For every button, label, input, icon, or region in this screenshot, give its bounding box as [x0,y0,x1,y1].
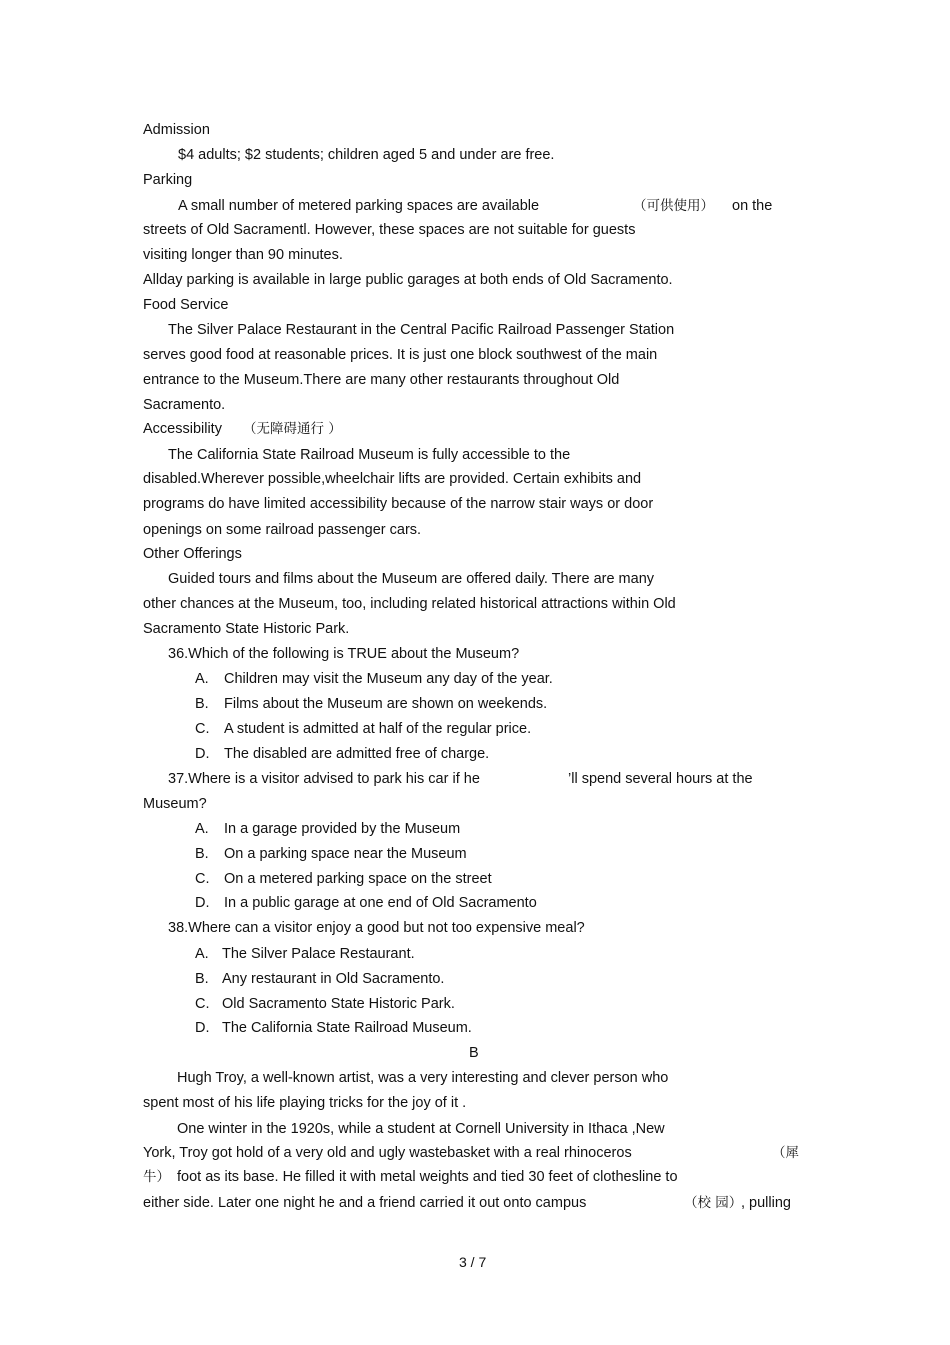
option-text: Any restaurant in Old Sacramento. [222,971,445,987]
passage-gloss: （犀 [772,1145,799,1161]
section-heading-other: Other Offerings [143,546,242,562]
question-38-stem: 38.Where can a visitor enjoy a good but not too expensive meal? [168,920,585,936]
passage-line: spent most of his life playing tricks for the joy of it . [143,1095,467,1111]
parking-line-1-end: on the [732,198,773,214]
option-letter: C. [195,721,210,737]
parking-line-2: streets of Old Sacramentl. However, these spaces are not suitable for guests [143,222,636,238]
question-36-stem: 36.Which of the following is TRUE about the Museum? [168,646,520,662]
option-letter: B. [195,971,209,987]
passage-label: B [469,1045,479,1061]
option-text: Films about the Museum are shown on weekends. [224,696,548,712]
parking-line-4: Allday parking is available in large public garages at both ends of Old Sacramento. [143,272,673,288]
passage-line: foot as its base. He filled it with metal weights and tied 30 feet of clothesline to [177,1169,678,1185]
food-line: The Silver Palace Restaurant in the Central Pacific Railroad Passenger Station [168,322,675,338]
passage-line: Hugh Troy, a well-known artist, was a very interesting and clever person who [177,1070,669,1086]
accessibility-line: openings on some railroad passenger cars. [143,522,422,538]
accessibility-line: The California State Railroad Museum is fully accessible to the [168,447,571,463]
question-37-stem: 37.Where is a visitor advised to park his car if he [168,771,480,787]
option-letter: A. [195,821,209,837]
parking-line-1: A small number of metered parking spaces are available [178,198,540,214]
option-text: Old Sacramento State Historic Park. [222,996,455,1012]
question-37-stem-cont: ’ll spend several hours at the [568,771,753,787]
page-number: 3 / 7 [459,1254,487,1270]
option-text: In a public garage at one end of Old Sacramento [224,895,537,911]
option-letter: B. [195,846,209,862]
food-line: entrance to the Museum.There are many other restaurants throughout Old [143,372,620,388]
other-line: Guided tours and films about the Museum are offered daily. There are many [168,571,655,587]
option-text: On a parking space near the Museum [224,846,467,862]
option-text: A student is admitted at half of the regular price. [224,721,532,737]
option-text: The Silver Palace Restaurant. [222,946,415,962]
option-letter: A. [195,671,209,687]
section-heading-admission: Admission [143,122,210,138]
food-line: serves good food at reasonable prices. It is just one block southwest of the main [143,347,658,363]
option-text: The disabled are admitted free of charge. [224,746,490,762]
passage-line: One winter in the 1920s, while a student at Cornell University in Ithaca ,New [177,1121,665,1137]
option-letter: D. [195,1020,210,1036]
option-letter: D. [195,895,210,911]
other-line: other chances at the Museum, too, including related historical attractions within Old [143,596,676,612]
passage-line: York, Troy got hold of a very old and ugly wastebasket with a real rhinoceros [143,1145,632,1161]
option-letter: C. [195,996,210,1012]
passage-line: either side. Later one night he and a friend carried it out onto campus [143,1195,587,1211]
admission-text: $4 adults; $2 students; children aged 5 and under are free. [178,147,555,163]
accessibility-line: disabled.Wherever possible,wheelchair lifts are provided. Certain exhibits and [143,471,642,487]
passage-line-end: , pulling [741,1195,791,1211]
section-heading-accessibility: Accessibility [143,421,222,437]
parking-gloss: （可供使用） [633,198,714,214]
section-heading-parking: Parking [143,172,193,188]
section-heading-food: Food Service [143,297,229,313]
accessibility-line: programs do have limited accessibility because of the narrow stair ways or door [143,496,654,512]
food-line: Sacramento. [143,397,226,413]
option-text: In a garage provided by the Museum [224,821,461,837]
option-letter: B. [195,696,209,712]
option-letter: A. [195,946,209,962]
parking-line-3: visiting longer than 90 minutes. [143,247,343,263]
option-text: The California State Railroad Museum. [222,1020,472,1036]
question-37-stem-end: Museum? [143,796,207,812]
option-text: Children may visit the Museum any day of the year. [224,671,553,687]
option-letter: D. [195,746,210,762]
accessibility-gloss: （无障碍通行 ） [243,421,342,437]
other-line: Sacramento State Historic Park. [143,621,350,637]
passage-gloss: （校 园） [684,1195,743,1211]
option-text: On a metered parking space on the street [224,871,492,887]
option-letter: C. [195,871,210,887]
passage-gloss: 牛） [143,1169,170,1185]
